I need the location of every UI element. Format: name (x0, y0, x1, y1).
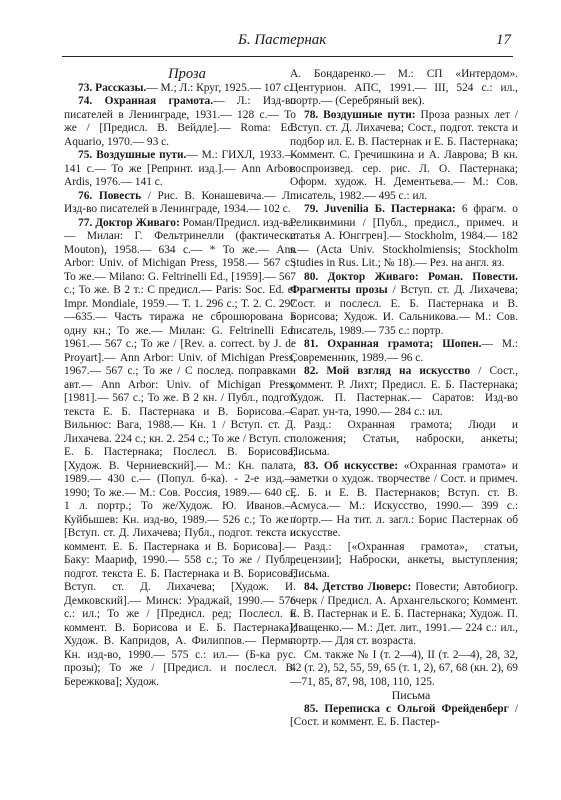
entry-title: Доктор Живаго: (95, 216, 180, 229)
bibliography-entry (290, 460, 518, 541)
entry-title: Воздушные пути. (96, 149, 187, 161)
entry-body: — М.: ГИХЛ, 1933.— 141 с.— То же [Репринт. изд.].— Ann Arbor: Ardis, 1976.— 141 с. (64, 149, 296, 188)
entry-number: 78. (304, 108, 319, 121)
bibliography-entry (64, 190, 296, 217)
bibliography-entry (64, 95, 296, 149)
entry-body: / Вступ. ст. Д. Лихачева; Сост. и послесл. Е. Б. Пастернака и В. Борисова; Худож. И. Сальникова.— М.: Сов. писатель, 1989.— 735 с.: портр. (290, 284, 518, 337)
entry-body: Разд.: Охранная грамота; Люди и положения; Статьи, наброски, анкеты; Письма. (290, 419, 518, 458)
bibliography-entry (290, 203, 518, 271)
bibliography-entry (290, 581, 518, 649)
entry-body: — М.; Л.: Круг, 1925.— 107 с. (146, 81, 292, 94)
entry-number: 75. (78, 149, 93, 161)
entry-body: Проза разных лет / Вступ. ст. Д. Лихачева; Сост., подгот. текста и подбор ил. Е. В. Пастернак и Е. Б. Пастернака; Коммент. С. Гречишкина и А. Лаврова; В кн. воспроизвед. сер. рис. Л. О. Пастернака; Оформ. худож. Н. Дементьева.— М.: Сов. писатель, 1982.— 495 с.: ил. (290, 108, 518, 202)
left-entries (64, 82, 296, 690)
entry-body: — Л.: Изд-во писателей в Ленинграде, 1931.— 128 с.— То же / [Предисл. В. Вейдле].— Roma: Ed. Aquario, 1970.— 93 с. (64, 95, 296, 148)
bibliography-entry (290, 365, 518, 419)
entry-number: 73. (78, 81, 93, 94)
entry-number: 84. (304, 581, 319, 593)
entry-number: 79. (304, 203, 319, 215)
entry-body: Роман/Предисл. изд-ва.— Милан: Г. Фельтринелли (фактически Mouton), 1958.— 634 с.— * То же.— Ann Arbor: Univ. of Michigan Press, 1958.— 567 с.; То же.— Milano: G. Feltrinelli Ed., [1959].— 567 с.; То же. В 2 т.: С предисл.— Paris: Soc. Ed. et Impr. Mondiale, 1959.— Т. 1. 296 с.; Т. 2. С. 297—635.— Часть тиража не сброшюрована в одну кн.; То же.— Милан: G. Feltrinelli Ed. 1961.— 567 с.; То же / [Rev. a. correct. by J. de Proyart].— Ann Arbor: Univ. of Michigan Press, 1967.— 567 с.; То же / С послед. поправками авт.— Ann Arbor: Univ. of Michigan Press, [1981].— 567 с.; То же. В 2 кн. / Публ., подгот. текста Е. Б. Пастернака и В. Борисова.— Вильнюс: Вага, 1988.— Кн. 1 / Вступ. ст. Д. Лихачева. 224 с.; кн. 2. 254 с.; То же / Вступ. ст. Е. Б. Пастернака; Послесл. В. Борисова; [Худож. В. Черниевский].— М.: Кн. палата, 1989.— 430 с.— (Попул. б-ка). - 2-е изд.— 1990; То же.— М.: Сов. Россия, 1989.— 640 с., 1 л. портр.; То же/Худож. Ю. Иванов.— Куйбышев: Кн. изд-во, 1989.— 526 с.; То же / [Вступ. ст. Д. Лихачева; Публ., подгот. текста и коммент. Е. Б. Пастернака и В. Борисова].— Баку: Маариф, 1990.— 558 с.; То же / Публ., подгот. текста Е. Б. Пастернака и В. Борисова; Вступ. ст. Д. Лихачева; [Худож. И. Демковский].— Минск: Ураджай, 1990.— 576 с.: ил.; То же / [Предисл. ред; Послесл. и коммент. В. Борисова и Е. Б. Пастернака]; Худож. В. Капридов, А. Филиппов.— Пермь: Кн. изд-во, 1990.— 575 с.: ил.— (Б-ка рус. прозы); То же / [Предисл. и послесл. В. Бережкова]; Худож. (64, 216, 296, 688)
continuation-text: А. Бондаренко.— М.: СП «Интердом». Центурион. АПС, 1991.— III, 524 с.: ил., портр.— (Серебряный век). (290, 68, 518, 107)
bibliography-entry (290, 419, 518, 460)
bibliography-entry (290, 649, 518, 690)
entry-number: 81. (304, 338, 319, 350)
entry-number: 83. (304, 459, 319, 472)
entry-title: Повесть (98, 189, 142, 202)
right-column (290, 68, 518, 730)
entry-title: Воздушные пути: (323, 108, 416, 121)
left-column (64, 68, 296, 689)
bibliography-entry (64, 82, 296, 96)
entry-title: Рассказы. (95, 81, 147, 94)
bibliography-entry (64, 217, 296, 690)
entry-body: Повести; Автобиогр. очерк / Предисл. А. Архангельского; Коммент. Е. В. Пастернак и Е. Б. Пастернака; Худож. П. Иващенко.— М.: Дет. лит., 1991.— 224 с.: ил., портр.— Для ст. возраста. (290, 581, 518, 647)
bibliography-entry (64, 149, 296, 190)
entry-title: Juvenilia Б. Пастернака: (324, 203, 456, 215)
entry-body: / [Сост. и коммент. Е. Б. Пастер- (290, 702, 518, 728)
entry-title: Мой взгляд на искусство (326, 365, 471, 377)
entry-body: / Сост., коммент. Р. Лихт; Предисл. Е. Б. Пастернака; Худож. П. Пастернак.— Саратов: Изд-во Сарат. ун-та, 1990.— 284 с.: ил. (290, 365, 518, 418)
entry-body: Разд.: [«Охранная грамота», статьи, рецензии]; Наброски, анкеты, выступления; Письма. (290, 540, 518, 580)
bibliography-entry (290, 541, 518, 582)
entry-number: 80. (304, 270, 319, 283)
entry-number: 77. (78, 216, 93, 229)
entry-body: См. также № I (т. 2—4), II (т. 2—4), 28, 32, 42 (т. 2), 52, 55, 59, 65 (т. 1, 2), 67, 68 (кн. 2), 69—71, 85, 87, 98, 108, 110, 125. (290, 648, 518, 688)
entry-body: / Рис. В. Конашевича.— Л.: Изд-во писателей в Ленинграде, 1934.— 102 с. (64, 189, 296, 215)
entry-number: 85. (304, 702, 319, 715)
entry-title: Переписка с Ольгой Фрейденберг (324, 702, 509, 715)
bibliography-entry (290, 109, 518, 204)
bibliography-entry (290, 338, 518, 365)
entry-title: Доктор Живаго: Роман. Повести. Фрагменты прозы (290, 270, 518, 296)
bibliography-entry (290, 271, 518, 339)
entry-title: Охранная грамота. (104, 95, 214, 107)
bibliography-entry (290, 703, 518, 730)
entry-number: 76. (78, 189, 93, 202)
page-number: 17 (496, 32, 511, 48)
running-title: Б. Пастернак (238, 32, 327, 48)
entry-number: 74. (78, 95, 93, 107)
section-title: Проза (168, 66, 206, 82)
entry-title: Детство Люверс: (322, 581, 412, 593)
entry-number: 82. (304, 365, 319, 377)
entry-title: Охранная грамота; Шопен. (327, 338, 482, 350)
entry-title: Об искусстве: (323, 459, 399, 472)
entry-body: «Охранная грамота» и заметки о худож. творчестве / Сост. и примеч. Е. Б. и Е. В. Пастернаков; Вступ. ст. В. Асмуса.— М.: Искусство, 1990.— 399 с.: портр.— На тит. л. загл.: Борис Пастернак об искусстве. (290, 459, 518, 539)
entry-body: — М.: Современник, 1989.— 96 с. (290, 338, 518, 364)
running-header (62, 30, 513, 57)
right-entries (290, 109, 518, 690)
subsection-title: Письма (391, 688, 431, 702)
entry-body: 6 фрагм. о Реликвимини / [Публ., предисл., примеч. и статья А. Юнггрен].— Stockholm, 1984.— 182 s.— (Acta Univ. Stockholmiensis; Stockholm Studies in Rus. Lit.; № 18).— Рез. на англ. яз. (290, 203, 518, 269)
